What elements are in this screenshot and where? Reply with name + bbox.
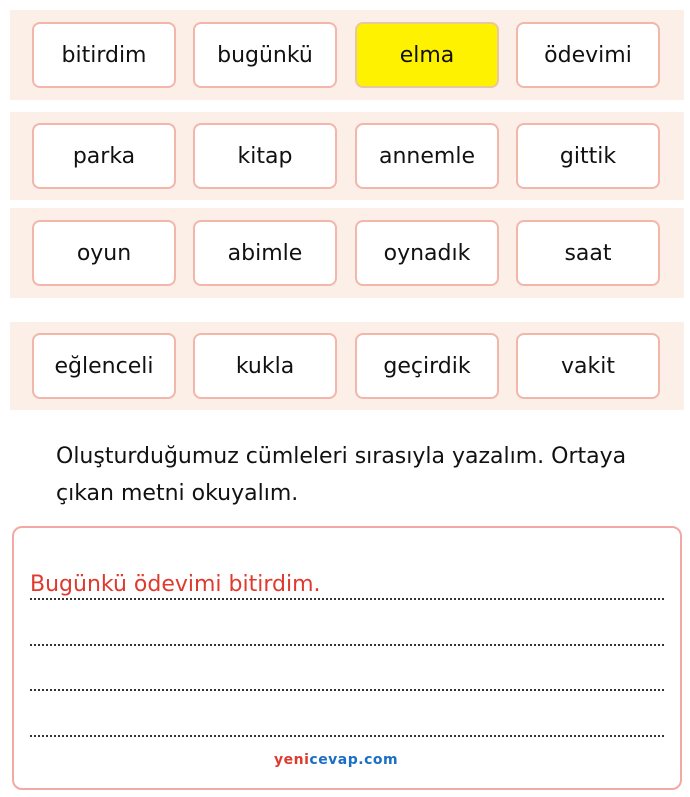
word-card[interactable]: vakit <box>516 333 660 399</box>
watermark-logo: yenicevap.com <box>274 752 399 768</box>
answer-box <box>12 526 682 790</box>
word-card[interactable]: eğlenceli <box>32 333 176 399</box>
word-card[interactable]: oyun <box>32 220 176 286</box>
answer-line-1: Bugünkü ödevimi bitirdim. <box>30 572 321 597</box>
word-card[interactable]: kukla <box>193 333 337 399</box>
writing-line[interactable] <box>30 735 664 737</box>
instruction-text: Oluşturduğumuz cümleleri sırasıyla yazalım. Ortaya çıkan metni okuyalım. <box>56 444 627 506</box>
word-card[interactable]: bugünkü <box>193 22 337 88</box>
word-card[interactable]: abimle <box>193 220 337 286</box>
word-card[interactable]: bitirdim <box>32 22 176 88</box>
word-card[interactable]: parka <box>32 123 176 189</box>
word-card[interactable]: kitap <box>193 123 337 189</box>
word-card[interactable]: geçirdik <box>355 333 499 399</box>
writing-line[interactable] <box>30 644 664 646</box>
word-card[interactable]: gittik <box>516 123 660 189</box>
writing-line[interactable] <box>30 689 664 691</box>
word-card[interactable]: annemle <box>355 123 499 189</box>
word-card[interactable]: ödevimi <box>516 22 660 88</box>
word-card[interactable]: saat <box>516 220 660 286</box>
writing-line[interactable] <box>30 598 664 600</box>
word-card[interactable]: oynadık <box>355 220 499 286</box>
word-card-highlighted[interactable]: elma <box>355 22 499 88</box>
